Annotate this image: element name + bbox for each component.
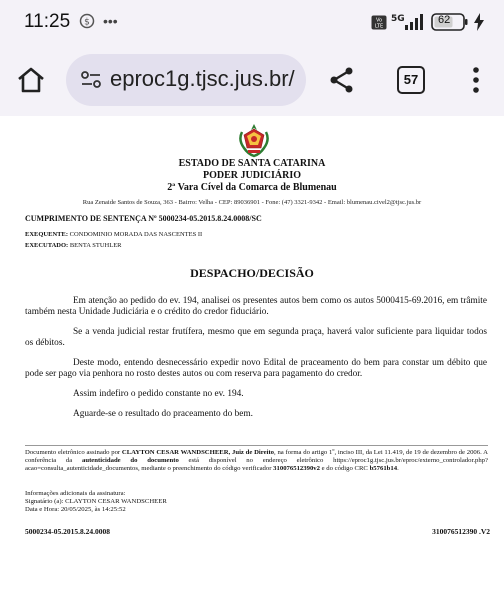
address-bar[interactable] bbox=[66, 54, 306, 106]
paragraph-1: Em atenção ao pedido do ev. 194, analisei os presentes autos bem como os autos 5000415-69.2016, em trâmite também nesta Unidade Judiciária e o crédito do credor fiduciário. bbox=[25, 296, 487, 317]
svg-text:$: $ bbox=[84, 17, 90, 28]
exequente-line bbox=[25, 231, 202, 238]
signal-icon bbox=[391, 12, 425, 37]
more-notifications-icon: ••• bbox=[103, 13, 118, 29]
volte-icon bbox=[371, 15, 387, 35]
paragraph-5: Aguarde-se o resultado do praceamento do bem. bbox=[73, 409, 253, 419]
browser-toolbar bbox=[0, 44, 504, 116]
battery-icon bbox=[431, 13, 469, 36]
header-state: ESTADO DE SANTA CATARINA bbox=[178, 158, 326, 169]
sig-text-5: . bbox=[397, 465, 399, 472]
executado-line bbox=[25, 242, 122, 249]
header-address: Rua Zenaide Santos de Souza, 363 - Bairro: Velha - CEP: 89036901 - Fone: (47) 3321-9342 - Email: blumenau.civel2@tjsc.jus.br bbox=[82, 199, 422, 206]
header-power: PODER JUDICIÁRIO bbox=[202, 170, 302, 181]
signature-block bbox=[25, 449, 488, 473]
url-text[interactable]: eproc1g.tjsc.jus.br/ bbox=[110, 66, 295, 91]
sig-text-1: Documento eletrônico assinado por bbox=[25, 449, 122, 456]
exequente-label: EXEQUENTE: bbox=[25, 231, 68, 238]
sig-code: 310076512390v2 bbox=[273, 465, 320, 472]
sig-auth: autenticidade do documento bbox=[82, 457, 179, 464]
footer-case-number: 5000234-05.2015.8.24.0008 bbox=[25, 527, 110, 536]
divider bbox=[25, 445, 488, 446]
sig-crc: b5761b14 bbox=[369, 465, 398, 472]
tab-switcher-button[interactable]: 57 bbox=[397, 66, 425, 94]
sig-text-4: e do código CRC bbox=[319, 465, 370, 472]
exequente-name: CONDOMINIO MORADA DAS NASCENTES II bbox=[69, 231, 203, 238]
header-court: 2ª Vara Cível da Comarca de Blumenau bbox=[167, 182, 337, 193]
executado-label: EXECUTADO: bbox=[25, 242, 69, 249]
case-number: CUMPRIMENTO DE SENTENÇA Nº 5000234-05.2015.8.24.0008/SC bbox=[25, 214, 262, 223]
clock: 11:25 bbox=[24, 11, 71, 32]
share-icon[interactable] bbox=[328, 66, 356, 99]
sig-text-2: , na forma do artigo 1º, inciso III, da Lei 11.419, de 19 de dezembro de 2006. A conferência da bbox=[25, 449, 488, 464]
sync-icon bbox=[79, 13, 95, 34]
paragraph-3: Deste modo, entendo desnecessário expedir novo Edital de praceamento do bem para constar um débito que pode ser pago via penhora no rosto destes autos ou com reserva para pagamento do credor. bbox=[25, 358, 487, 379]
info-datetime: Data e Hora: 20/05/2025, às 14:25:52 bbox=[25, 506, 126, 513]
decision-title: DESPACHO/DECISÃO bbox=[190, 266, 314, 280]
site-settings-icon[interactable] bbox=[80, 69, 102, 96]
home-icon[interactable] bbox=[16, 66, 46, 94]
document-page bbox=[0, 116, 504, 600]
state-coat-of-arms-icon bbox=[236, 122, 272, 158]
info-signatory: Signatário (a): CLAYTON CESAR WANDSCHEER bbox=[25, 498, 167, 505]
footer-doc-id: 310076512390 .V2 bbox=[432, 527, 490, 536]
more-menu-icon[interactable] bbox=[472, 66, 480, 99]
status-bar bbox=[0, 0, 504, 44]
charging-icon bbox=[474, 13, 484, 36]
info-heading: Informações adicionais da assinatura: bbox=[25, 490, 126, 497]
paragraph-2: Se a venda judicial restar frutífera, mesmo que em segunda praça, haverá valor suficiente para liquidar todos os débitos. bbox=[25, 327, 487, 348]
svg-text:LTE: LTE bbox=[374, 23, 384, 30]
battery-level: 62 bbox=[438, 14, 451, 26]
svg-text:Vo: Vo bbox=[375, 17, 383, 24]
executado-name: BENTA STUHLER bbox=[69, 242, 122, 249]
sig-signer: CLAYTON CESAR WANDSCHEER, Juiz de Direito bbox=[121, 449, 275, 456]
sig-text-3: está disponível no endereço eletrônico https://eproc1g.tjsc.jus.br/eproc/externo_controlador.php?acao=consulta_autenticidade_documentos, mediante o preenchimento do código verificador bbox=[25, 457, 488, 472]
paragraph-4: Assim indefiro o pedido constante no ev. 194. bbox=[73, 389, 244, 399]
network-label: 5G bbox=[391, 14, 405, 24]
